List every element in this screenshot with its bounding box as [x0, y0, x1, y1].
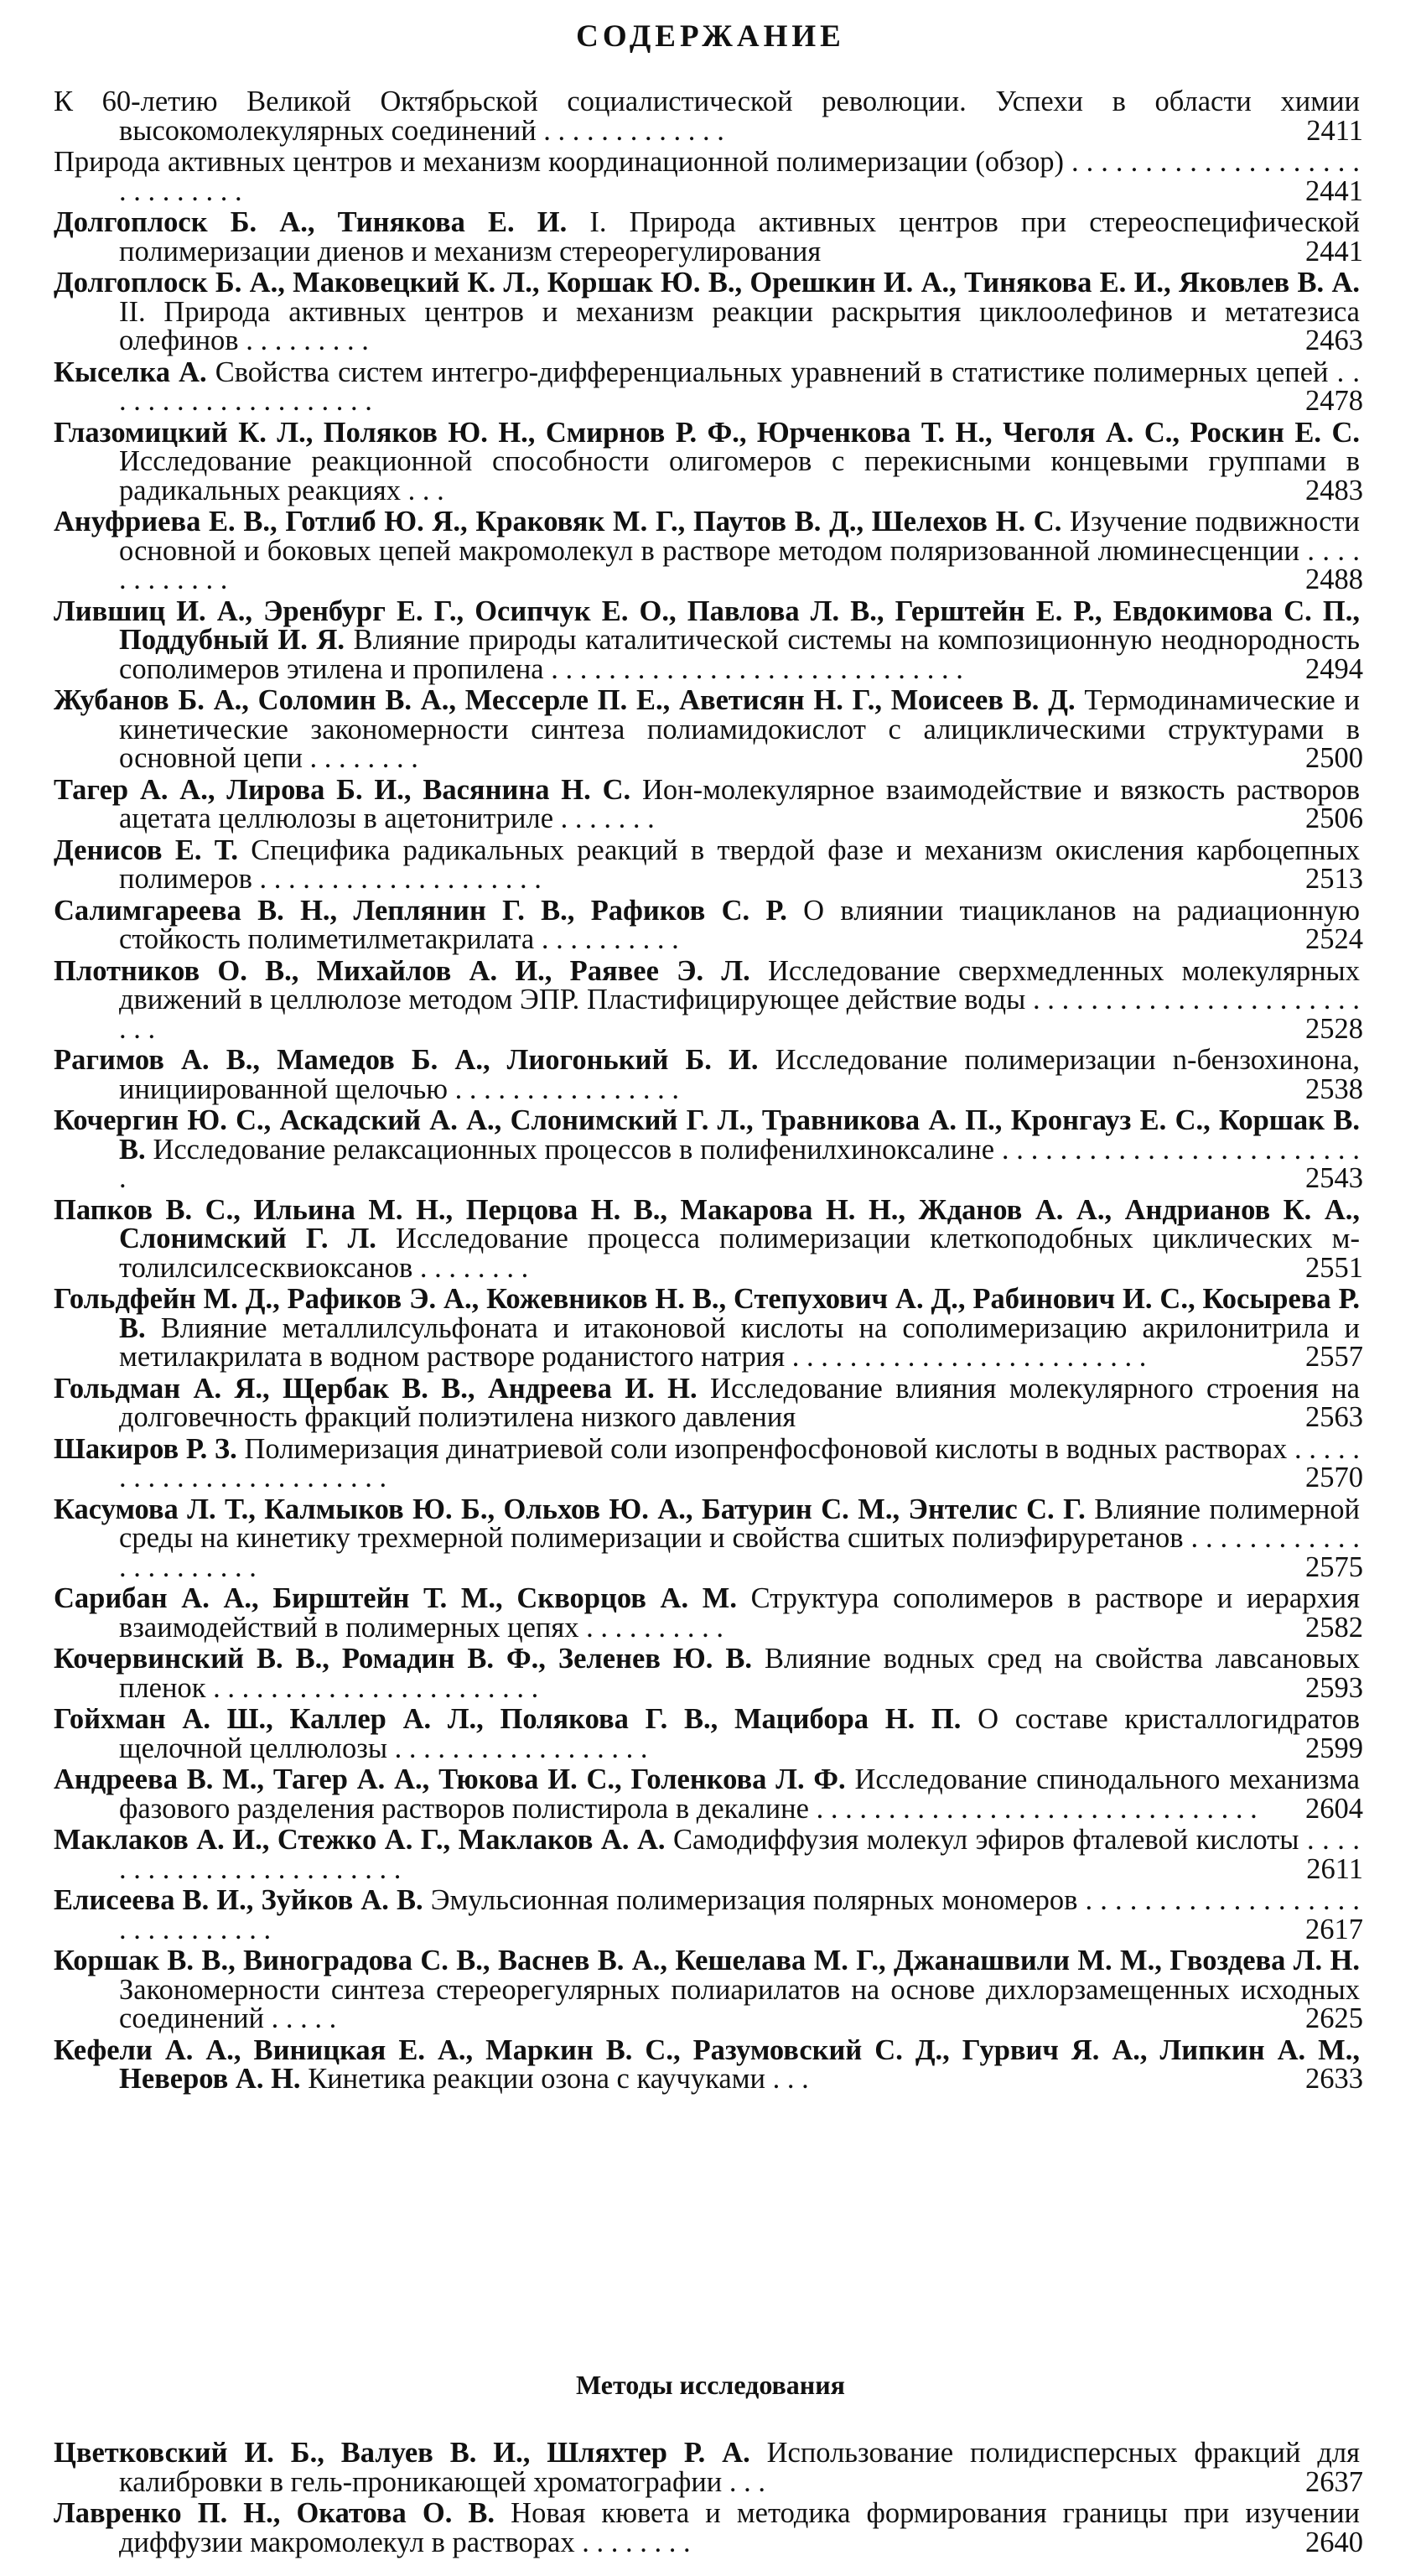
entry-page-number: 2593: [1305, 1671, 1363, 1704]
entry-authors: Папков В. С., Ильина М. Н., Перцова Н. В., Макарова Н. Н., Жданов А. А., Андрианов К. А., Слонимский Г. Л.: [54, 1193, 1360, 1254]
entry-authors: Коршак В. В., Виноградова С. В., Васнев В. А., Кешелава М. Г., Джанашвили М. М., Гвоздева Л. Н.: [54, 1945, 1360, 1976]
entry-authors: Гольдфейн М. Д., Рафиков Э. А., Кожевников Н. В., Степухович А. Д., Рабинович И. С., Косырева Р. В.: [54, 1283, 1360, 1344]
entry-title: Влияние природы каталитической системы на композиционную неоднородность сополимеров этилена и пропилена . . . . . . . . . . . . . . . . . . . . . . . . . . . . .: [119, 624, 1360, 685]
entry-page-number: 2617: [1305, 1913, 1363, 1945]
entry-text: [54, 1886, 1360, 1944]
entry-title: Эмульсионная полимеризация полярных мономеров . . . . . . . . . . . . . . . . . . . . . . . . . . . . . .: [119, 1884, 1360, 1945]
entry-authors: Глазомицкий К. Л., Поляков Ю. Н., Смирнов Р. Ф., Юрченкова Т. Н., Чеголя А. С., Роскин Е. С.: [54, 416, 1360, 449]
entry-title: Новая кювета и методика формирования границы при изучении диффузии макромолекул в растворах . . . . . . . .: [119, 2497, 1360, 2558]
entry-page-number: 2611: [1306, 1852, 1363, 1885]
entry-page-number: 2640: [1305, 2526, 1363, 2558]
entry-authors: Кыселка А.: [54, 356, 207, 388]
entry-text: [54, 597, 1360, 684]
entry-text: [54, 1193, 1360, 1284]
page-title: СОДЕРЖАНИЕ: [576, 19, 845, 54]
toc-entry: [54, 1765, 1363, 1823]
section-heading: Методы исследования: [576, 2370, 845, 2400]
entry-page-number: 2528: [1305, 1012, 1363, 1045]
entry-page-number: 2411: [1306, 114, 1363, 147]
toc-entry: [54, 1644, 1363, 1702]
entry-authors: Ануфриева Е. В., Готлиб Ю. Я., Краковяк М. Г., Паутов В. Д., Шелехов Н. С.: [54, 506, 1062, 538]
toc-entry: [54, 1046, 1363, 1104]
toc-entry: [54, 1946, 1363, 2033]
entry-text: [54, 87, 1360, 145]
toc-entry: [54, 1495, 1363, 1582]
entry-title: Природа активных центров и механизм координационной полимеризации (обзор) . . . . . . . . . . . . . . . . . . . . . . . . . . . . .: [54, 146, 1360, 207]
entry-text: [54, 2033, 1360, 2095]
entry-text: [54, 507, 1360, 595]
entry-text: [54, 208, 1360, 266]
entry-title: Ион-молекулярное взаимодействие и вязкость растворов ацетата целлюлозы в ацетонитриле . . . . . . .: [119, 773, 1360, 834]
entry-page-number: 2633: [1305, 2063, 1363, 2095]
entry-page-number: 2488: [1305, 564, 1363, 595]
entry-title: Специфика радикальных реакций в твердой фазе и механизм окисления карбоцепных полимеров . . . . . . . . . . . . . . . . . . . .: [119, 834, 1360, 895]
entry-page-number: 2551: [1305, 1251, 1363, 1284]
entry-title: Исследование полимеризации n-бензохинона, инициированной щелочью . . . . . . . . . . . . . . . .: [119, 1044, 1361, 1105]
entry-title: Кинетика реакции озона с каучуками . . .: [300, 2063, 809, 2095]
entry-title: Структура сополимеров в растворе и иерархия взаимодействий в полимерных цепях . . . . . . . . . .: [119, 1582, 1360, 1644]
entry-page-number: 2441: [1305, 174, 1363, 207]
entry-text: [54, 1495, 1360, 1582]
entry-text: [54, 836, 1360, 894]
entry-page-number: 2478: [1305, 385, 1363, 417]
entry-title: Использование полидисперсных фракций для калибровки в гель-проникающей хроматографии . . .: [119, 2437, 1360, 2498]
toc-entry: [54, 686, 1363, 773]
entry-title: Влияние водных сред на свойства лавсановых пленок . . . . . . . . . . . . . . . . . . . . . . .: [119, 1643, 1361, 1704]
entry-text: [54, 268, 1360, 356]
toc-entry: [54, 1826, 1363, 1883]
toc-entry: [54, 1886, 1363, 1944]
entry-title: Свойства систем интегро-дифференциальных уравнений в статистике полимерных цепей . . . . . . . . . . . . . . . . . . . .: [119, 356, 1360, 417]
toc-entry: [54, 1374, 1363, 1432]
entry-text: [54, 1374, 1360, 1432]
toc-entry: [54, 358, 1363, 416]
entry-page-number: 2483: [1305, 474, 1363, 506]
toc-entry: [54, 2499, 1363, 2557]
entry-text: [54, 2499, 1360, 2557]
entry-authors: Тагер А. А., Лирова Б. И., Васянина Н. С.: [54, 773, 631, 806]
entry-text: [54, 1285, 1360, 1372]
toc-entry: [54, 597, 1363, 684]
entry-title: Закономерности синтеза стереорегулярных полиарилатов на основе дихлорзамещенных исходных соединений . . . . .: [119, 1973, 1360, 2034]
entry-authors: Маклаков А. И., Стежко А. Г., Маклаков А. А.: [54, 1824, 666, 1856]
entry-authors: Рагимов А. В., Мамедов Б. А., Лиогонький Б. И.: [54, 1044, 759, 1076]
entry-text: [54, 418, 1360, 506]
entry-title: Влияние металлилсульфоната и итаконовой кислоты на сополимеризацию акрилонитрила и метилакрилата в водном растворе роданистого натрия . . . . . . . . . . . . . . . . . . . . . . . . .: [119, 1311, 1360, 1373]
entry-text: [54, 954, 1360, 1045]
entry-page-number: 2582: [1305, 1611, 1363, 1644]
entry-text: [54, 1584, 1360, 1642]
toc-entry: [54, 773, 1363, 834]
toc-entry: [54, 268, 1363, 356]
entry-text: [54, 686, 1360, 773]
entry-text: [54, 1705, 1360, 1763]
entry-title: К 60-летию Великой Октябрьской социалистической революции. Успехи в области химии высокомолекулярных соединений . . . . . . . . . . . . .: [54, 86, 1360, 147]
entry-text: [54, 1432, 1360, 1493]
entry-title: Исследование релаксационных процессов в полифенилхиноксалине . . . . . . . . . . . . . . . . . . . . . . . . . .: [119, 1133, 1360, 1194]
entry-page-number: 2604: [1305, 1792, 1363, 1825]
entry-text: [54, 1946, 1360, 2033]
entry-title: Исследование спинодального механизма фазового разделения растворов полистирола в декалине . . . . . . . . . . . . . . . . . . . . . . . . . . . . . . .: [119, 1763, 1360, 1825]
entry-page-number: 2513: [1305, 863, 1363, 895]
entry-title: Изучение подвижности основной и боковых цепей макромолекул в растворе методом поляризованной люминесценции . . . . . . . . . . . .: [119, 506, 1360, 595]
entry-title: О составе кристаллогидратов щелочной целлюлозы . . . . . . . . . . . . . . . . . .: [119, 1703, 1360, 1764]
toc-entry: [54, 2438, 1363, 2496]
entry-text: [54, 1765, 1360, 1823]
entry-page-number: 2599: [1305, 1732, 1363, 1764]
entry-title: О влиянии тиацикланов на радиационную стойкость полиметилметакрилата . . . . . . . . . .: [119, 894, 1360, 955]
entry-page-number: 2570: [1305, 1462, 1363, 1493]
entry-text: [54, 1644, 1360, 1702]
toc-entry: [54, 148, 1363, 205]
toc-entry: [54, 896, 1363, 954]
entry-page-number: 2563: [1305, 1401, 1363, 1433]
entry-text: [54, 2438, 1360, 2496]
entry-authors: Гойхман А. Ш., Каллер А. Л., Полякова Г. В., Мацибора Н. П.: [54, 1703, 962, 1735]
entry-page-number: 2625: [1305, 2002, 1363, 2034]
toc-entry: [54, 418, 1363, 506]
toc-entry: [54, 2033, 1363, 2095]
entry-page-number: 2637: [1305, 2465, 1363, 2498]
entry-authors: Лавренко П. Н., Окатова О. В.: [54, 2497, 495, 2529]
toc-entry: [54, 836, 1363, 894]
toc-list: [54, 87, 1363, 2096]
entry-text: [54, 1826, 1360, 1883]
entry-page-number: 2524: [1305, 923, 1363, 955]
entry-authors: Кочервинский В. В., Ромадин В. Ф., Зеленев Ю. В.: [54, 1643, 752, 1675]
entry-title: Исследование влияния молекулярного строения на долговечность фракций полиэтилена низкого давления: [119, 1372, 1360, 1433]
toc-entry: [54, 208, 1363, 266]
section-toc-list: [54, 2438, 1363, 2559]
entry-authors: Цветковский И. Б., Валуев В. И., Шляхтер Р. А.: [54, 2437, 750, 2469]
toc-entry: [54, 954, 1363, 1045]
entry-authors: Лившиц И. А., Эренбург Е. Г., Осипчук Е. О., Павлова Л. В., Герштейн Е. Р., Евдокимова С. П., Поддубный И. Я.: [54, 595, 1360, 656]
entry-text: [54, 358, 1360, 416]
toc-entry: [54, 1705, 1363, 1763]
toc-entry: [54, 507, 1363, 595]
entry-authors: Елисеева В. И., Зуйков А. В.: [54, 1884, 423, 1916]
entry-title: Исследование сверхмедленных молекулярных движений в целлюлозе методом ЭПР. Пластифицирующее действие воды . . . . . . . . . . . . . . . . . . . . . . . . . .: [119, 954, 1360, 1045]
entry-page-number: 2538: [1305, 1072, 1363, 1105]
entry-title: Исследование реакционной способности олигомеров с перекисными концевыми группами в радикальных реакциях . . .: [119, 445, 1360, 506]
entry-title: Полимеризация динатриевой соли изопренфосфоновой кислоты в водных растворах . . . . . . . . . . . . . . . . . . . . . . . .: [119, 1432, 1360, 1493]
entry-authors: Касумова Л. Т., Калмыков Ю. Б., Ольхов Ю. А., Батурин С. М., Энтелис С. Г.: [54, 1493, 1086, 1525]
entry-text: [54, 148, 1360, 205]
entry-page-number: 2500: [1305, 742, 1363, 774]
entry-authors: Сарибан А. А., Бирштейн Т. М., Скворцов А. М.: [54, 1582, 737, 1614]
entry-authors: Жубанов Б. А., Соломин В. А., Мессерле П. Е., Аветисян Н. Г., Моисеев В. Д.: [54, 684, 1076, 716]
entry-authors: Кефели А. А., Виницкая Е. А., Маркин В. С., Разумовский С. Д., Гурвич Я. А., Липкин А. М., Неверов А. Н.: [54, 2033, 1360, 2095]
entry-text: [54, 1106, 1360, 1193]
entry-title: Термодинамические и кинетические закономерности синтеза полиамидокислот с алициклическими структурами в основной цепи . . . . . . . .: [119, 684, 1360, 774]
entry-page-number: 2543: [1305, 1162, 1363, 1194]
toc-entry: [54, 1432, 1363, 1493]
entry-authors: Гольдман А. Я., Щербак В. В., Андреева И. Н.: [54, 1372, 698, 1405]
entry-page-number: 2506: [1305, 802, 1363, 834]
entry-authors: Шакиров Р. З.: [54, 1432, 237, 1465]
entry-title: Влияние полимерной среды на кинетику трехмерной полимеризации и свойства сшитых полиэфируретанов . . . . . . . . . . . . . . . . . . . . . .: [119, 1493, 1361, 1583]
entry-title: I. Природа активных центров при стереоспецифической полимеризации диенов и механизм стереорегулирования: [119, 206, 1360, 267]
toc-entry: [54, 1193, 1363, 1284]
entry-title: Исследование процесса полимеризации клеткоподобных циклических м-толилсилсесквиоксанов . . . . . . . .: [119, 1223, 1360, 1284]
entry-authors: Долгоплоск Б. А., Маковецкий К. Л., Коршак Ю. В., Орешкин И. А., Тинякова Е. И., Яковлев В. А.: [54, 267, 1360, 299]
entry-page-number: 2557: [1305, 1341, 1363, 1373]
entry-title: II. Природа активных центров и механизм реакции раскрытия циклоолефинов и метатезиса олефинов . . . . . . . . .: [119, 295, 1360, 356]
toc-entry: [54, 1106, 1363, 1193]
entry-page-number: 2463: [1305, 325, 1363, 356]
entry-page-number: 2441: [1305, 235, 1363, 267]
entry-text: [54, 773, 1360, 834]
toc-entry: [54, 1285, 1363, 1372]
entry-authors: Денисов Е. Т.: [54, 834, 238, 866]
entry-authors: Долгоплоск Б. А., Тинякова Е. И.: [54, 206, 568, 238]
toc-entry: [54, 1584, 1363, 1642]
entry-title: Самодиффузия молекул эфиров фталевой кислоты . . . . . . . . . . . . . . . . . . . . . . . .: [119, 1824, 1360, 1885]
entry-text: [54, 896, 1360, 954]
entry-authors: Андреева В. М., Тагер А. А., Тюкова И. С., Голенкова Л. Ф.: [54, 1763, 846, 1795]
toc-entry: [54, 87, 1363, 145]
entry-text: [54, 1046, 1360, 1104]
entry-authors: Салимгареева В. Н., Леплянин Г. В., Рафиков С. Р.: [54, 894, 787, 927]
entry-page-number: 2575: [1305, 1550, 1363, 1583]
entry-authors: Кочергин Ю. С., Аскадский А. А., Слонимский Г. Л., Травникова А. П., Кронгауз Е. С., Коршак В. В.: [54, 1104, 1360, 1166]
entry-page-number: 2494: [1305, 652, 1363, 685]
entry-authors: Плотников О. В., Михайлов А. И., Раявее Э. Л.: [54, 954, 750, 987]
